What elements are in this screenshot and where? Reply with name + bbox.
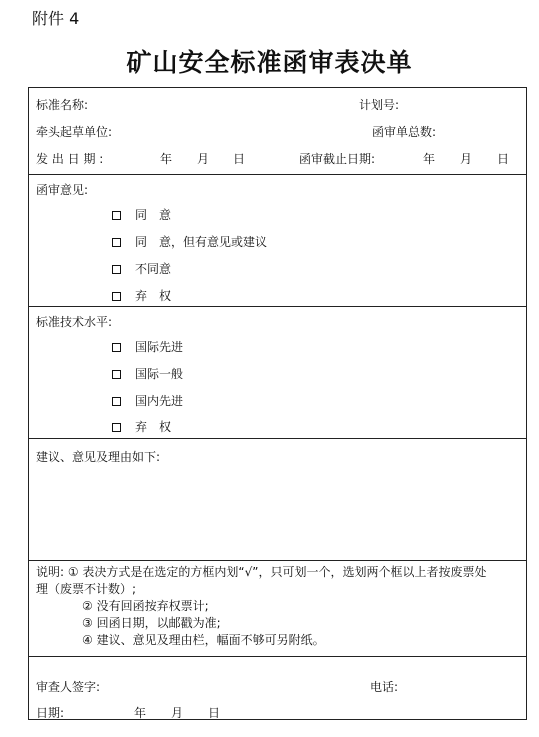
opinion-disagree-label: 不同意 — [135, 262, 172, 276]
suggestion-text-area[interactable] — [35, 470, 521, 558]
tech-level-label: 标准技术水平: — [36, 315, 113, 329]
opinion-agree-checkbox[interactable] — [112, 211, 121, 220]
deadline-day-unit: 日 — [497, 152, 510, 166]
level-intl-general-checkbox[interactable] — [112, 370, 121, 379]
sign-date-label: 日期: — [36, 706, 65, 720]
divider — [29, 560, 526, 561]
form-title: 矿山安全标准函审表决单 — [126, 48, 413, 77]
sign-year-unit: 年 — [134, 706, 147, 720]
deadline-year-unit: 年 — [423, 152, 436, 166]
level-domestic-advanced-checkbox[interactable] — [112, 397, 121, 406]
opinion-abstain-label: 弃 权 — [135, 289, 172, 303]
issue-month-unit: 月 — [197, 152, 210, 166]
phone-label: 电话: — [370, 680, 399, 694]
lead-unit-label: 牵头起草单位: — [36, 125, 113, 139]
sign-month-unit: 月 — [171, 706, 184, 720]
notes-line-2: 理（废票不计数）; — [36, 582, 137, 596]
issue-date-label: 发 出 日 期 : — [36, 152, 104, 166]
opinion-disagree-checkbox[interactable] — [112, 265, 121, 274]
level-intl-advanced-label: 国际先进 — [135, 340, 184, 354]
divider — [29, 438, 526, 439]
plan-number-label: 计划号: — [359, 98, 400, 112]
sign-day-unit: 日 — [208, 706, 221, 720]
notes-line-4: ③ 回函日期，以邮戳为准; — [82, 616, 221, 630]
opinion-agree-with-comments-label: 同 意，但有意见或建议 — [135, 235, 268, 249]
opinion-agree-with-comments-checkbox[interactable] — [112, 238, 121, 247]
divider — [29, 656, 526, 657]
opinion-label: 函审意见: — [36, 183, 89, 197]
notes-line-3: ② 没有回函按弃权票计; — [82, 599, 209, 613]
level-domestic-advanced-label: 国内先进 — [135, 394, 184, 408]
annex-label: 附件 4 — [32, 9, 80, 28]
voting-form — [28, 87, 527, 720]
issue-year-unit: 年 — [160, 152, 173, 166]
divider — [29, 174, 526, 175]
notes-line-5: ④ 建议、意见及理由栏，幅面不够可另附纸。 — [82, 633, 325, 647]
level-intl-general-label: 国际一般 — [135, 367, 184, 381]
level-abstain-checkbox[interactable] — [112, 423, 121, 432]
opinion-agree-label: 同 意 — [135, 208, 172, 222]
opinion-abstain-checkbox[interactable] — [112, 292, 121, 301]
issue-day-unit: 日 — [233, 152, 246, 166]
total-copies-label: 函审单总数: — [372, 125, 437, 139]
deadline-label: 函审截止日期: — [299, 152, 376, 166]
notes-line-1: 说明: ① 表决方式是在选定的方框内划“√”，只可划一个，选划两个框以上者按废票处 — [36, 565, 487, 579]
suggestion-label: 建议、意见及理由如下: — [36, 450, 161, 464]
deadline-month-unit: 月 — [460, 152, 473, 166]
divider — [29, 306, 526, 307]
standard-name-label: 标准名称: — [36, 98, 89, 112]
level-intl-advanced-checkbox[interactable] — [112, 343, 121, 352]
level-abstain-label: 弃 权 — [135, 420, 172, 434]
reviewer-signature-label: 审查人签字: — [36, 680, 101, 694]
